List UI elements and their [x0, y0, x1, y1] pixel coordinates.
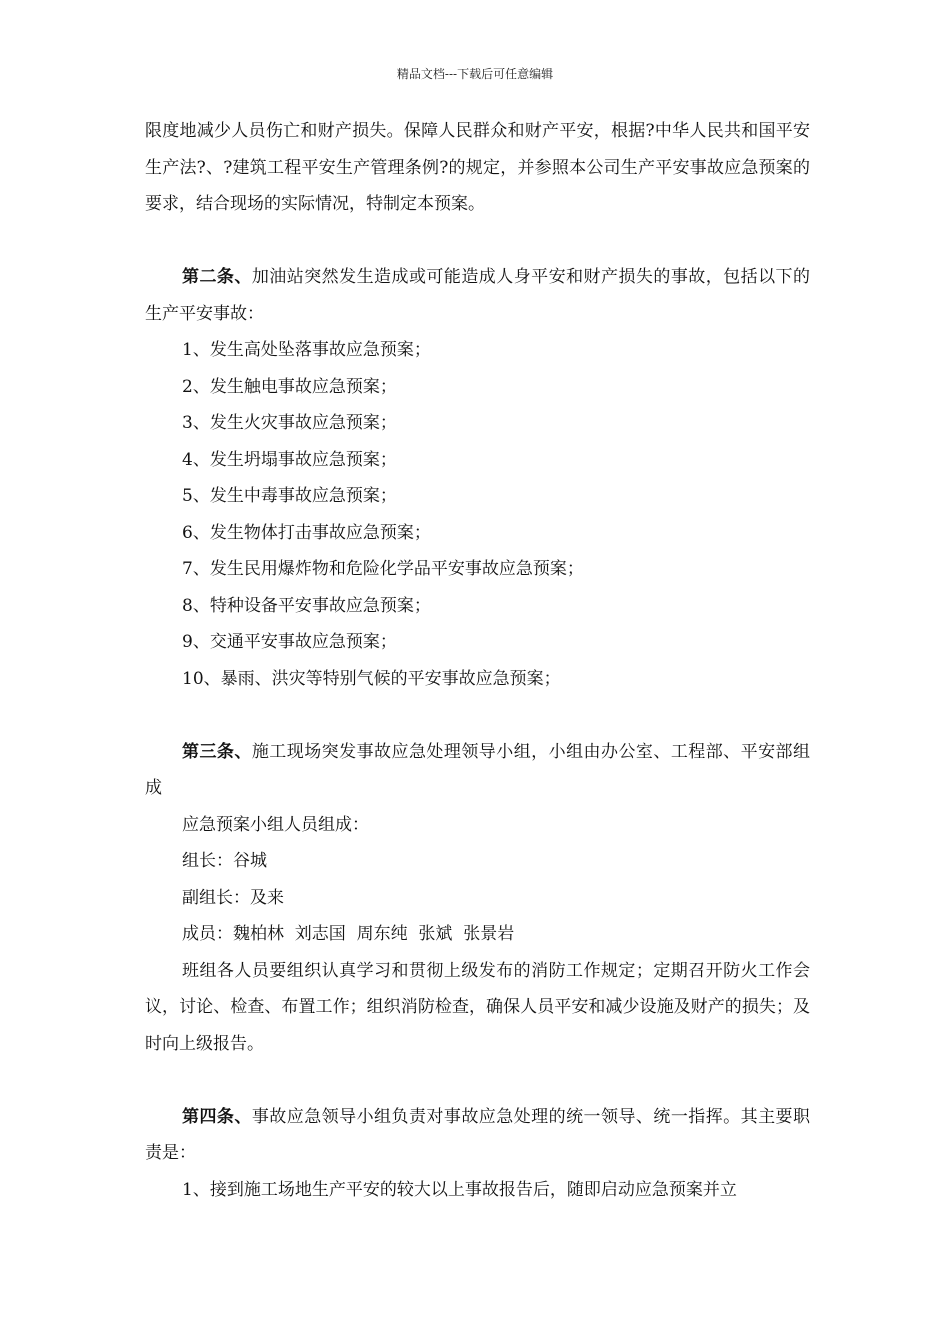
article-2-label: 第二条、 [182, 267, 252, 287]
article-2-item: 8、特种设备平安事故应急预案； [182, 595, 431, 616]
article-2-item: 6、发生物体打击事故应急预案； [182, 522, 431, 543]
intro-paragraph: 限度地减少人员伤亡和财产损失。保障人民群众和财产平安，根据?中华人民共和国平安生产法?、?建筑工程平安生产管理条例?的规定，并参照本公司生产平安事故应急预案的要求，结合现场的实际情况，特制定本预案。 [145, 121, 810, 214]
team-deputy-leader: 副组长：及来 [182, 887, 284, 908]
team-members: 成员：魏柏林 刘志国 周东纯 张斌 张景岩 [182, 924, 515, 944]
article-3-text: 施工现场突发事故应急处理领导小组，小组由办公室、工程部、平安部组成 [145, 741, 811, 798]
article-2-item: 1、发生高处坠落事故应急预案； [182, 340, 431, 360]
article-4-label: 第四条、 [182, 1106, 252, 1127]
spacer [145, 223, 810, 260]
article-4-text: 事故应急领导小组负责对事故应急处理的统一领导、统一指挥。其主要职责是： [145, 1106, 811, 1163]
team-leader: 组长：谷城 [182, 851, 267, 871]
article-2-item: 2、发生触电事故应急预案； [182, 376, 397, 397]
spacer [145, 697, 810, 734]
article-2-item: 4、发生坍塌事故应急预案； [182, 449, 397, 470]
article-2-text: 加油站突然发生造成或可能造成人身平安和财产损失的事故，包括以下的生产平安事故： [145, 267, 811, 324]
page-header: 精品文档---下载后可任意编辑 [396, 67, 554, 81]
article-3-duties-paragraph: 班组各人员要组织认真学习和贯彻上级发布的消防工作规定；定期召开防火工作会议，讨论、检查、布置工作；组织消防检查，确保人员平安和减少设施及财产的损失；及时向上级报告。 [145, 960, 810, 1054]
spacer [145, 1062, 810, 1099]
article-3-paragraph [145, 734, 810, 807]
article-2-item: 3、发生火灾事故应急预案； [182, 413, 397, 433]
article-2-item: 7、发生民用爆炸物和危险化学品平安事故应急预案； [182, 559, 584, 579]
article-4-item: 1、接到施工场地生产平安的较大以上事故报告后，随即启动应急预案并立 [182, 1179, 737, 1200]
article-2-item: 10、暴雨、洪灾等特别气候的平安事故应急预案； [182, 668, 561, 689]
article-4-paragraph [145, 1099, 810, 1172]
team-composition-heading: 应急预案小组人员组成： [182, 814, 369, 835]
document-body [145, 113, 810, 1208]
article-2-item: 9、交通平安事故应急预案； [182, 632, 397, 652]
article-3-label: 第三条、 [182, 741, 252, 762]
article-2-paragraph [145, 259, 810, 332]
article-2-item: 5、发生中毒事故应急预案； [182, 486, 397, 506]
